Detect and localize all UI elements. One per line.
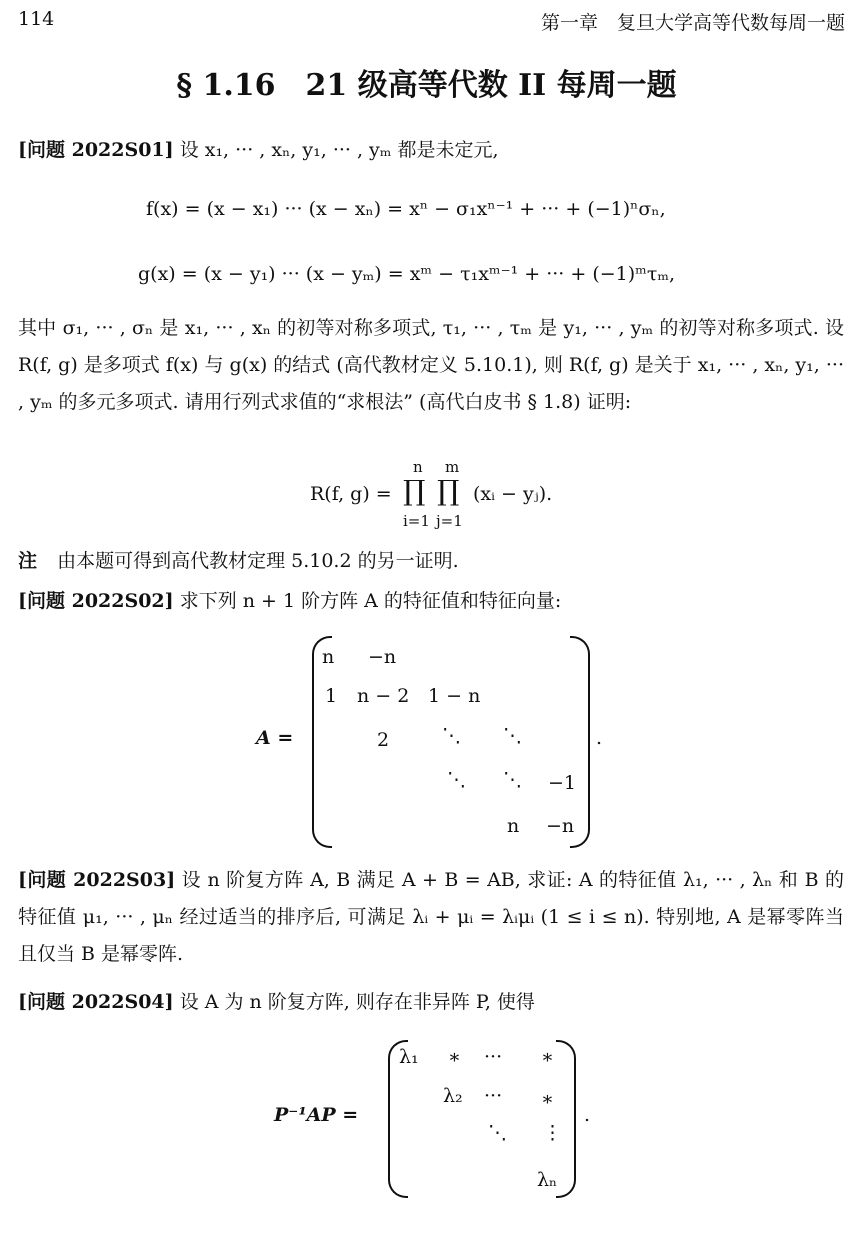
note-text: 由本题可得到高代教材定理 5.10.2 的另一证明.	[57, 550, 459, 572]
matrix-A-entry: −n	[546, 815, 575, 837]
matrix-J-entry: λ₂	[443, 1085, 463, 1107]
matrix-J-entry: ···	[484, 1085, 503, 1107]
equation-R-rhs: (xᵢ − yⱼ).	[473, 483, 553, 505]
matrix-J-entry: ···	[484, 1046, 503, 1068]
matrix-A-entry: ⋱	[442, 725, 461, 747]
problem-2-text: 求下列 n + 1 阶方阵 A 的特征值和特征向量:	[179, 590, 562, 612]
matrix-A-entry: 2	[377, 729, 390, 751]
running-title: 第一章 复旦大学高等代数每周一题	[540, 12, 845, 34]
problem-1-body: 其中 σ₁, ··· , σₙ 是 x₁, ··· , xₙ 的初等对称多项式, τ₁, ··· , τₘ 是 y₁, ··· , yₘ 的初等对称多项式. 设 R(f, g) 是多项式 f(x) 与 g(x) 的结式 (高代教材定义 5.10.1), 则 R(f, g) 是关于 x₁, ··· , xₙ, y₁, ··· , yₘ 的多元多项式. 请用行列式求值的“求根法” (高代白皮书 § 1.8) 证明:	[18, 317, 844, 413]
matrix-J-entry: ∗	[541, 1088, 554, 1110]
matrix-J-lhs: P⁻¹AP =	[274, 1104, 359, 1126]
problem-1-intro	[18, 135, 499, 162]
matrix-A-entry: ⋱	[503, 769, 522, 791]
section-title: § 1.16 21 级高等代数 II 每周一题	[176, 68, 677, 103]
problem-4-text: 设 A 为 n 阶复方阵, 则存在非异阵 P, 使得	[179, 991, 535, 1013]
matrix-A-entry: 1 − n	[428, 685, 481, 707]
page-header	[18, 8, 845, 36]
matrix-J-entry: λₙ	[537, 1169, 558, 1191]
problem-1-intro-text: 设 x₁, ··· , xₙ, y₁, ··· , yₘ 都是未定元,	[179, 139, 499, 161]
equation-f: f(x) = (x − x₁) ··· (x − xₙ) = xⁿ − σ₁xⁿ⁻¹ + ··· + (−1)ⁿσₙ,	[146, 198, 666, 220]
product-2-symbol: ∏	[437, 474, 460, 507]
matrix-J-period: .	[584, 1104, 591, 1126]
equation-R-lhs: R(f, g) =	[310, 483, 392, 505]
product-1-symbol: ∏	[403, 474, 426, 507]
product-1-lower: i=1	[403, 512, 430, 530]
product-1-upper: n	[413, 458, 423, 476]
matrix-J-entry: ∗	[448, 1046, 461, 1068]
problem-4	[18, 987, 535, 1014]
note	[18, 546, 459, 573]
matrix-J-entry: ∗	[541, 1046, 554, 1068]
matrix-A-entry: ⋱	[503, 725, 522, 747]
matrix-A-lhs: A =	[256, 727, 294, 749]
matrix-A-entry: −n	[368, 646, 397, 668]
product-2-lower: j=1	[436, 512, 463, 530]
matrix-A-entry: −1	[548, 772, 577, 794]
page-number: 114	[18, 8, 55, 30]
matrix-A-entry: n	[322, 646, 335, 668]
problem-2-label: [问题 2022S02]	[18, 590, 174, 612]
matrix-J-entry: λ₁	[399, 1046, 419, 1068]
matrix-A-entry: 1	[325, 685, 338, 707]
matrix-A-period: .	[596, 727, 603, 749]
equation-g: g(x) = (x − y₁) ··· (x − yₘ) = xᵐ − τ₁xᵐ⁻¹ + ··· + (−1)ᵐτₘ,	[138, 263, 676, 285]
matrix-A-entry: n − 2	[357, 685, 410, 707]
matrix-A-entry: n	[507, 815, 520, 837]
problem-3-label: [问题 2022S03]	[18, 869, 176, 891]
matrix-J-right-paren	[556, 1040, 576, 1198]
problem-3	[18, 862, 844, 973]
problem-4-label: [问题 2022S04]	[18, 991, 174, 1013]
problem-2	[18, 586, 561, 613]
matrix-J-entry: ⋱	[488, 1122, 507, 1144]
matrix-J-entry: ⋮	[543, 1122, 562, 1144]
note-label: 注	[18, 550, 38, 572]
product-2-upper: m	[445, 458, 460, 476]
problem-3-text: 设 n 阶复方阵 A, B 满足 A + B = AB, 求证: A 的特征值 λ₁, ··· , λₙ 和 B 的特征值 μ₁, ··· , μₙ 经过适当的排序后, 可满足 λᵢ + μᵢ = λᵢμᵢ (1 ≤ i ≤ n). 特别地, A 是幂零阵当且仅当 B 是幂零阵.	[18, 869, 844, 965]
problem-1-label: [问题 2022S01]	[18, 139, 174, 161]
matrix-A-entry: ⋱	[447, 769, 466, 791]
